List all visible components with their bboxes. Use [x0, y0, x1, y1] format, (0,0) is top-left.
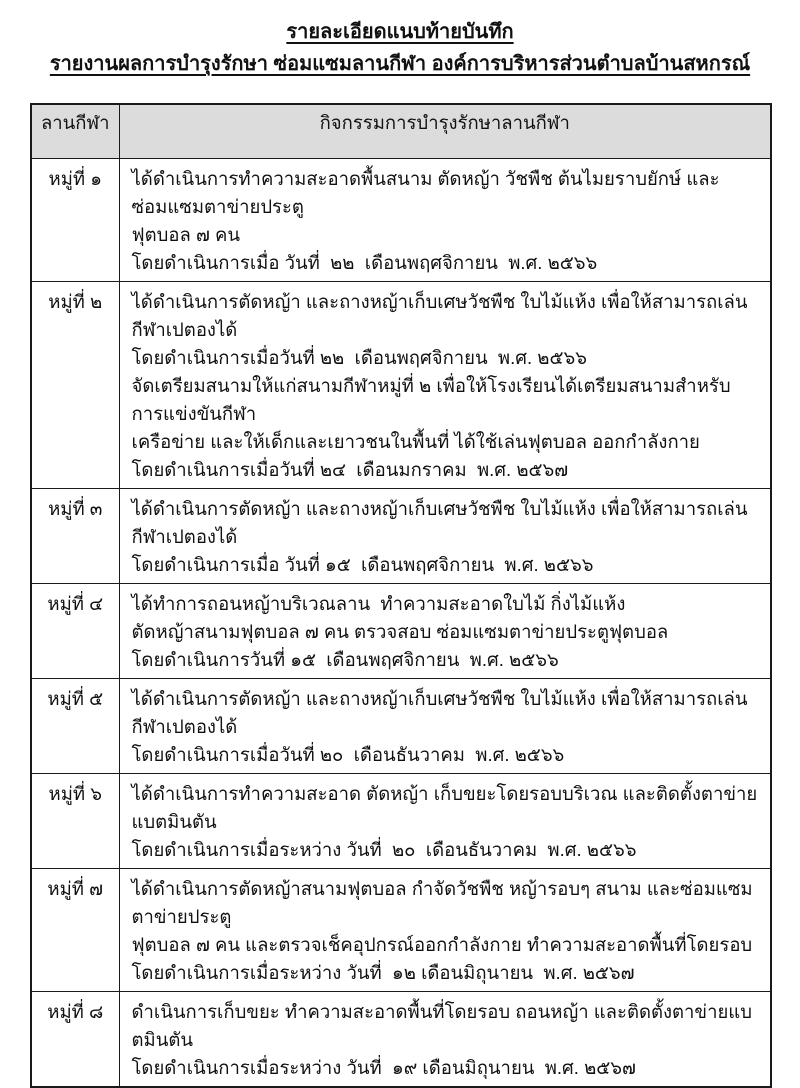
activity-line: เครือข่าย และให้เด็กและเยาวชนในพื้นที่ ได้ใช้เล่นฟุตบอล ออกกำลังกาย: [131, 430, 700, 452]
maintenance-report-table: [30, 103, 772, 1088]
village-label: หมู่ที่ ๓: [31, 488, 119, 583]
activity-cell: [119, 488, 771, 583]
activity-cell: [119, 991, 771, 1087]
column-header-field: ลานกีฬา: [31, 104, 119, 158]
activity-cell: [119, 868, 771, 991]
village-label: หมู่ที่ ๒: [31, 281, 119, 488]
activity-line: ฟุตบอล ๗ คน และตรวจเช็คอุปกรณ์ออกกำลังกาย ทำความสะอาดพื้นที่โดยรอบ: [131, 933, 753, 955]
village-label: หมู่ที่ ๑: [31, 158, 119, 281]
activity-line: โดยดำเนินการเมื่อวันที่ ๒๐ เดือนธันวาคม พ.ศ. ๒๕๖๖: [131, 743, 565, 765]
activity-cell: [119, 773, 771, 868]
table-row: [31, 991, 771, 1087]
activity-line: ได้ดำเนินการตัดหญ้าสนามฟุตบอล กำจัดวัชพืช หญ้ารอบๆ สนาม และซ่อมแซมตาข่ายประตู: [131, 877, 753, 927]
activity-line: ตัดหญ้าสนามฟุตบอล ๗ คน ตรวจสอบ ซ่อมแซมตาข่ายประตูฟุตบอล: [131, 620, 669, 642]
document-title: รายละเอียดแนบท้ายบันทึก: [286, 21, 514, 43]
document-header: [0, 0, 800, 80]
table-row: [31, 868, 771, 991]
activity-line: โดยดำเนินการเมื่อ วันที่ ๑๕ เดือนพฤศจิกายน พ.ศ. ๒๕๖๖: [131, 553, 594, 575]
table-row: [31, 488, 771, 583]
activity-line: ได้ดำเนินการทำความสะอาด ตัดหญ้า เก็บขยะโดยรอบบริเวณ และติดตั้งตาข่ายแบตมินตัน: [131, 782, 758, 832]
activity-line: ดำเนินการเก็บขยะ ทำความสะอาดพื้นที่โดยรอบ ถอนหญ้า และติดตั้งตาข่ายแบตมินตัน: [131, 1000, 752, 1050]
activity-line: ได้ทำการถอนหญ้าบริเวณลาน ทำความสะอาดใบไม้ กิ่งไม้แห้ง: [131, 592, 626, 614]
activity-line: โดยดำเนินการเมื่อ วันที่ ๒๒ เดือนพฤศจิกายน พ.ศ. ๒๕๖๖: [131, 251, 598, 273]
activity-cell: [119, 583, 771, 678]
village-label: หมู่ที่ ๗: [31, 868, 119, 991]
activity-cell: [119, 678, 771, 773]
activity-line: โดยดำเนินการเมื่อวันที่ ๒๒ เดือนพฤศจิกายน พ.ศ. ๒๕๖๖: [131, 346, 587, 368]
village-label: หมู่ที่ ๖: [31, 773, 119, 868]
activity-line: ได้ดำเนินการตัดหญ้า และถางหญ้าเก็บเศษวัชพืช ใบไม้แห้ง เพื่อให้สามารถเล่นกีฬาเปตองได้: [131, 687, 748, 737]
village-label: หมู่ที่ ๕: [31, 678, 119, 773]
activity-line: ได้ดำเนินการตัดหญ้า และถางหญ้าเก็บเศษวัชพืช ใบไม้แห้ง เพื่อให้สามารถเล่นกีฬาเปตองได้: [131, 290, 748, 340]
activity-line: โดยดำเนินการเมื่อวันที่ ๒๔ เดือนมกราคม พ.ศ. ๒๕๖๗: [131, 458, 569, 480]
table-row: [31, 773, 771, 868]
table-header-row: [31, 104, 771, 158]
activity-line: จัดเตรียมสนามให้แก่สนามกีฬาหมู่ที่ ๒ เพื่อให้โรงเรียนได้เตรียมสนามสำหรับการแข่งขันกีฬา: [131, 374, 731, 424]
table-row: [31, 583, 771, 678]
activity-line: ได้ดำเนินการทำความสะอาดพื้นสนาม ตัดหญ้า วัชพืช ต้นไมยราบยักษ์ และซ่อมแซมตาข่ายประตู: [131, 167, 720, 217]
column-header-activity: กิจกรรมการบำรุงรักษาลานกีฬา: [119, 104, 771, 158]
activity-line: โดยดำเนินการเมื่อระหว่าง วันที่ ๑๒ เดือนมิถุนายน พ.ศ. ๒๕๖๗: [131, 961, 635, 983]
village-label: หมู่ที่ ๘: [31, 991, 119, 1087]
table-row: [31, 678, 771, 773]
activity-line: ฟุตบอล ๗ คน: [131, 223, 241, 245]
activity-line: โดยดำเนินการเมื่อระหว่าง วันที่ ๒๐ เดือนธันวาคม พ.ศ. ๒๕๖๖: [131, 838, 637, 860]
activity-line: ได้ดำเนินการตัดหญ้า และถางหญ้าเก็บเศษวัชพืช ใบไม้แห้ง เพื่อให้สามารถเล่นกีฬาเปตองได้: [131, 497, 748, 547]
activity-cell: [119, 158, 771, 281]
activity-line: โดยดำเนินการเมื่อระหว่าง วันที่ ๑๙ เดือนมิถุนายน พ.ศ. ๒๕๖๗: [131, 1056, 636, 1078]
table-row: [31, 158, 771, 281]
document-subtitle: รายงานผลการบำรุงรักษา ซ่อมแซมลานกีฬา องค์การบริหารส่วนตำบลบ้านสหกรณ์: [49, 53, 751, 75]
table-row: [31, 281, 771, 488]
activity-cell: [119, 281, 771, 488]
activity-line: โดยดำเนินการวันที่ ๑๕ เดือนพฤศจิกายน พ.ศ. ๒๕๖๖: [131, 648, 559, 670]
village-label: หมู่ที่ ๔: [31, 583, 119, 678]
